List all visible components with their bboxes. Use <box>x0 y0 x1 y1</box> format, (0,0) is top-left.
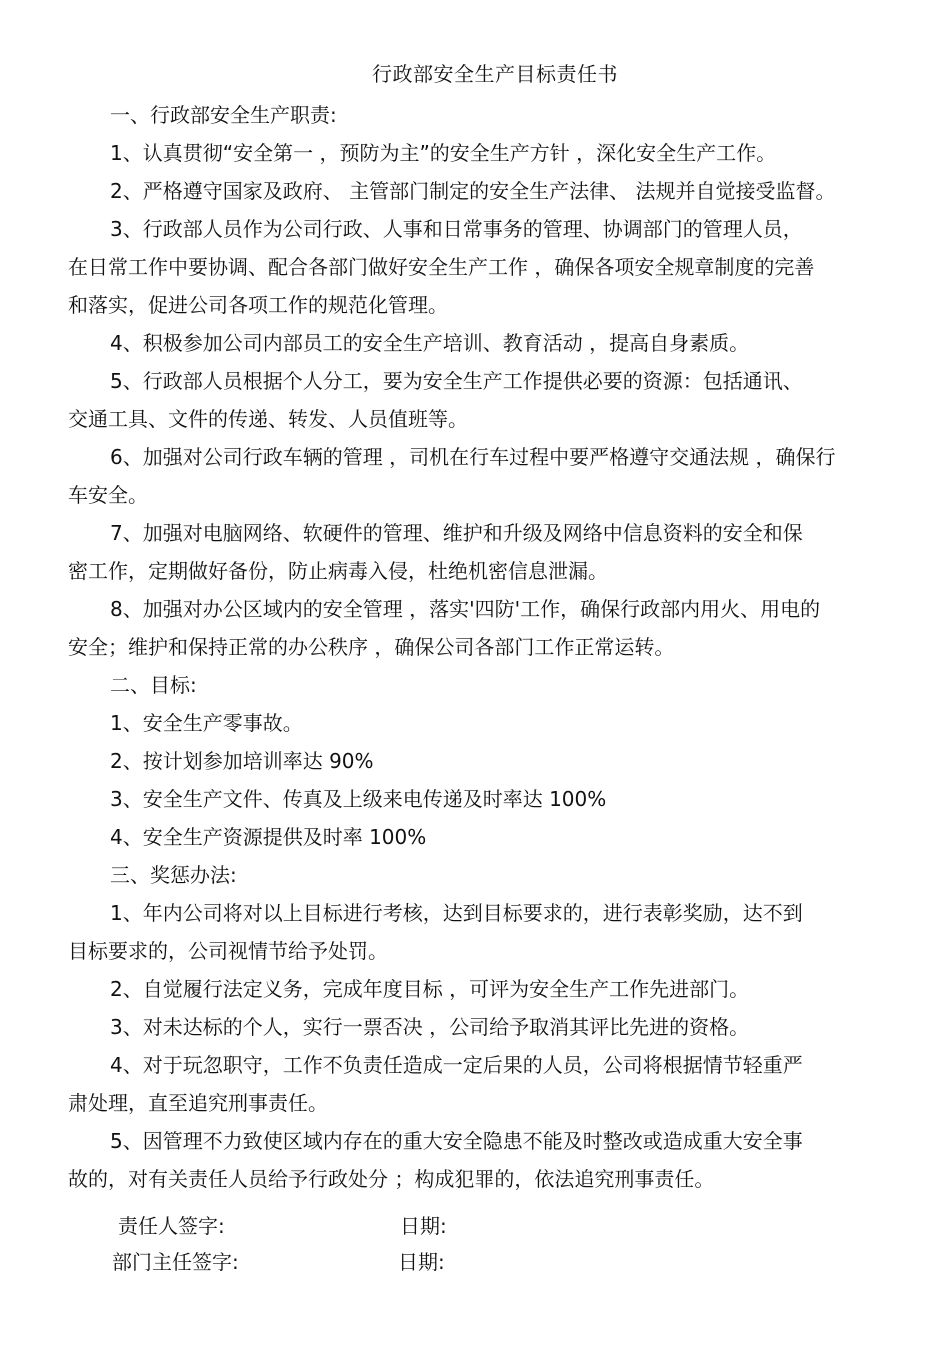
clause-paragraph <box>68 742 883 780</box>
clause-line: 4、对于玩忽职守，工作不负责任造成一定后果的人员，公司将根据情节轻重严 <box>110 1053 803 1077</box>
clause-line: 5、行政部人员根据个人分工，要为安全生产工作提供必要的资源：包括通讯、 <box>110 369 803 393</box>
clause-paragraph <box>68 1008 883 1046</box>
clause-line: 3、对未达标的个人，实行一票否决 ，公司给予取消其评比先进的资格。 <box>110 1015 750 1039</box>
clause-line: 交通工具、文件的传递、转发、人员值班等。 <box>68 407 468 431</box>
clause-line: 肃处理，直至追究刑事责任。 <box>68 1091 328 1115</box>
department-head-date-label: 日期: <box>398 1250 445 1274</box>
department-head-signature-label: 部门主任签字: <box>112 1250 239 1274</box>
clause-line: 8、加强对办公区域内的安全管理 ，落实'四防'工作，确保行政部内用火、用电的 <box>110 597 821 621</box>
clause-line: 密工作，定期做好备份，防止病毒入侵，杜绝机密信息泄漏。 <box>68 559 608 583</box>
clause-line: 4、积极参加公司内部员工的安全生产培训、教育活动 ，提高自身素质。 <box>110 331 750 355</box>
section-heading: 三、奖惩办法: <box>110 863 237 887</box>
clause-line: 5、因管理不力致使区域内存在的重大安全隐患不能及时整改或造成重大安全事 <box>110 1129 803 1153</box>
clause-line: 3、安全生产文件、传真及上级来电传递及时率达 100% <box>110 787 607 811</box>
clause-line: 和落实，促进公司各项工作的规范化管理。 <box>68 293 448 317</box>
signature-date-label: 日期: <box>400 1214 447 1238</box>
clause-line: 2、自觉履行法定义务，完成年度目标 ，可评为安全生产工作先进部门。 <box>110 977 750 1001</box>
clause-line: 安全；维护和保持正常的办公秩序 ，确保公司各部门工作正常运转。 <box>68 635 675 659</box>
clause-paragraph <box>68 780 883 818</box>
clause-paragraph <box>68 134 883 172</box>
clause-paragraph <box>68 818 883 856</box>
clause-paragraph <box>68 590 883 666</box>
clause-line: 6、加强对公司行政车辆的管理 ，司机在行车过程中要严格遵守交通法规 ，确保行 <box>110 445 836 469</box>
clause-line: 2、严格遵守国家及政府、 主管部门制定的安全生产法律、 法规并自觉接受监督。 <box>110 179 836 203</box>
clause-paragraph <box>68 438 883 514</box>
clause-paragraph <box>68 1122 883 1198</box>
clause-paragraph <box>68 172 883 210</box>
clause-paragraph <box>68 514 883 590</box>
clause-paragraph <box>68 362 883 438</box>
clause-line: 7、加强对电脑网络、软硬件的管理、维护和升级及网络中信息资料的安全和保 <box>110 521 803 545</box>
clause-line: 1、安全生产零事故。 <box>110 711 303 735</box>
document-title: 行政部安全生产目标责任书 <box>372 62 618 86</box>
clause-paragraph <box>68 704 883 742</box>
clause-line: 2、按计划参加培训率达 90% <box>110 749 374 773</box>
clause-line: 车安全。 <box>68 483 148 507</box>
clause-line: 目标要求的，公司视情节给予处罚。 <box>68 939 388 963</box>
clause-line: 1、认真贯彻“安全第一 ，预防为主”的安全生产方针 ，深化安全生产工作。 <box>110 141 777 165</box>
section-heading: 一、行政部安全生产职责: <box>110 103 337 127</box>
clause-line: 在日常工作中要协调、配合各部门做好安全生产工作 ，确保各项安全规章制度的完善 <box>68 255 815 279</box>
clause-paragraph <box>68 210 883 324</box>
clause-line: 3、行政部人员作为公司行政、人事和日常事务的管理、协调部门的管理人员， <box>110 217 803 241</box>
clause-paragraph <box>68 894 883 970</box>
clause-paragraph <box>68 324 883 362</box>
clause-paragraph <box>68 1046 883 1122</box>
clause-paragraph <box>68 970 883 1008</box>
clause-line: 1、年内公司将对以上目标进行考核，达到目标要求的，进行表彰奖励，达不到 <box>110 901 803 925</box>
clause-line: 4、安全生产资源提供及时率 100% <box>110 825 427 849</box>
responsible-person-signature-label: 责任人签字: <box>118 1214 225 1238</box>
section-heading: 二、目标: <box>110 673 197 697</box>
clause-line: 故的，对有关责任人员给予行政处分 ；构成犯罪的，依法追究刑事责任。 <box>68 1167 715 1191</box>
document-body <box>68 96 883 1198</box>
